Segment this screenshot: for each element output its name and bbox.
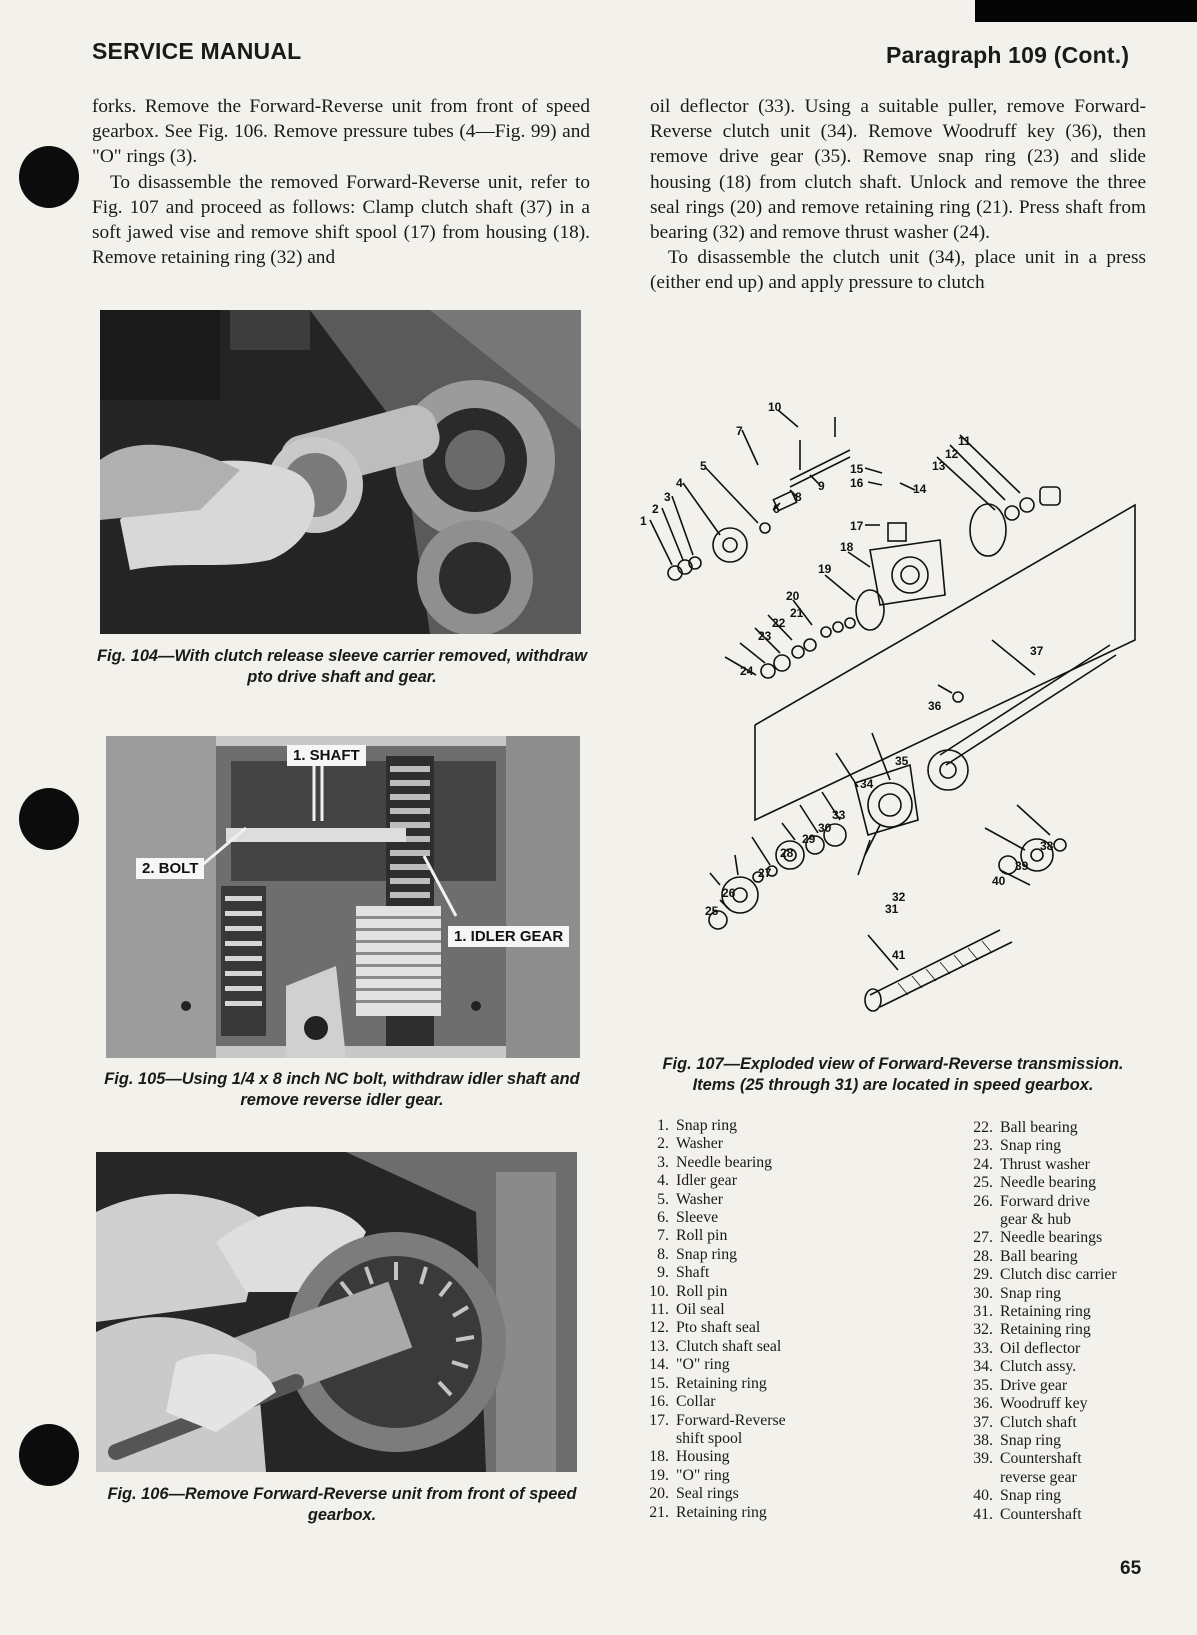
- callout-28: 28: [780, 846, 794, 860]
- legend-number: 1.: [657, 1117, 669, 1134]
- callout-4: 4: [676, 476, 683, 490]
- legend-number: 14.: [649, 1356, 669, 1374]
- legend-text: Oil deflector: [1000, 1339, 1081, 1357]
- fig105-photo: [106, 736, 580, 1058]
- legend-item: [964, 1395, 1117, 1413]
- legend-number: 25.: [973, 1174, 993, 1192]
- legend-text: Needle bearing: [676, 1153, 773, 1171]
- legend-item: [640, 1412, 786, 1430]
- legend-item: [640, 1375, 786, 1393]
- callout-23: 23: [758, 629, 772, 643]
- callout-1: 1: [640, 514, 647, 528]
- legend-text: Seal rings: [676, 1485, 739, 1503]
- legend-text: Retaining ring: [1000, 1321, 1091, 1339]
- legend-item: [964, 1156, 1117, 1174]
- legend-number: 6.: [657, 1209, 669, 1227]
- legend-number: 40.: [973, 1487, 993, 1505]
- legend-text: "O" ring: [676, 1466, 730, 1484]
- legend-number: 28.: [973, 1247, 993, 1265]
- legend-item: [964, 1266, 1117, 1284]
- callout-27: 27: [758, 866, 772, 880]
- fig106-caption: Fig. 106—Remove Forward-Reverse unit from front of speed gearbox.: [107, 1485, 577, 1524]
- legend-text: Washer: [676, 1190, 723, 1208]
- legend-item: [640, 1135, 786, 1153]
- legend-item: [964, 1229, 1117, 1247]
- legend-number: 21.: [649, 1503, 669, 1521]
- legend-number: [964, 1211, 1000, 1229]
- callout-12: 12: [945, 447, 959, 461]
- legend-number: 22.: [973, 1119, 993, 1136]
- fig107-caption: Fig. 107—Exploded view of Forward-Reverse transmission. Items (25 through 31) are located in speed gearbox.: [662, 1055, 1124, 1094]
- callout-41: 41: [892, 948, 906, 962]
- legend-text: Snap ring: [676, 1117, 737, 1134]
- callout-2: 2: [652, 502, 659, 516]
- legend-number: 2.: [657, 1135, 669, 1153]
- left-column-text: [92, 94, 590, 270]
- legend-number: 13.: [649, 1337, 669, 1355]
- legend-item: [640, 1209, 786, 1227]
- legend-item: [964, 1321, 1117, 1339]
- legend-number: 16.: [649, 1393, 669, 1411]
- legend-text: Sleeve: [676, 1209, 719, 1227]
- callout-15: 15: [850, 462, 864, 476]
- callout-29: 29: [802, 832, 816, 846]
- legend-item: [964, 1248, 1117, 1266]
- legend-text: Needle bearing: [1000, 1174, 1097, 1192]
- callout-21: 21: [790, 606, 804, 620]
- legend-item: [964, 1340, 1117, 1358]
- callout-9: 9: [818, 479, 825, 493]
- callout-39: 39: [1015, 859, 1029, 873]
- legend-number: 10.: [649, 1282, 669, 1300]
- legend-item: [640, 1172, 786, 1190]
- legend-number: 30.: [973, 1284, 993, 1302]
- right-paragraph-2: To disassemble the clutch unit (34), place unit in a press (either end up) and apply pressure to clutch: [650, 247, 1146, 294]
- callout-16: 16: [850, 476, 864, 490]
- legend-text: Retaining ring: [676, 1374, 767, 1392]
- legend-item: [640, 1430, 786, 1448]
- legend-text: Roll pin: [676, 1227, 728, 1245]
- legend-number: 12.: [649, 1319, 669, 1337]
- legend-item: [640, 1338, 786, 1356]
- callout-17: 17: [850, 519, 864, 533]
- legend-left: [640, 1117, 786, 1522]
- legend-number: 4.: [657, 1172, 669, 1190]
- legend-number: 7.: [657, 1227, 669, 1245]
- callout-8: 8: [795, 490, 802, 504]
- legend-number: 8.: [657, 1245, 669, 1263]
- legend-number: 17.: [649, 1411, 669, 1429]
- legend-number: 38.: [973, 1431, 993, 1449]
- legend-text: Ball bearing: [1000, 1119, 1078, 1136]
- callout-20: 20: [786, 589, 800, 603]
- legend-text: "O" ring: [676, 1356, 730, 1374]
- fig107-exploded-diagram: [640, 395, 1180, 1045]
- legend-item: [640, 1246, 786, 1264]
- legend-number: 20.: [649, 1485, 669, 1503]
- legend-text: Snap ring: [1000, 1284, 1061, 1302]
- legend-item: [964, 1506, 1117, 1524]
- callout-37: 37: [1030, 644, 1044, 658]
- legend-text: Pto shaft seal: [676, 1319, 761, 1337]
- legend-text: Collar: [676, 1393, 716, 1411]
- legend-number: 32.: [973, 1321, 993, 1339]
- legend-number: 27.: [973, 1229, 993, 1247]
- legend-item: [640, 1467, 786, 1485]
- callout-19: 19: [818, 562, 832, 576]
- legend-text: Retaining ring: [676, 1503, 767, 1521]
- legend-item: [964, 1414, 1117, 1432]
- legend-number: 19.: [649, 1466, 669, 1484]
- fig105-caption: Fig. 105—Using 1/4 x 8 inch NC bolt, withdraw idler shaft and remove reverse idler gear.: [104, 1070, 580, 1109]
- legend-item: [964, 1432, 1117, 1450]
- legend-text: Countershaft: [1000, 1505, 1082, 1523]
- legend-item: [964, 1450, 1117, 1468]
- legend-number: 35.: [973, 1376, 993, 1394]
- legend-number: 26.: [973, 1192, 993, 1210]
- legend-number: 5.: [657, 1190, 669, 1208]
- legend-item: [964, 1487, 1117, 1505]
- legend-text: Clutch shaft seal: [676, 1337, 782, 1355]
- callout-11: 11: [958, 434, 971, 448]
- callout-34: 34: [860, 777, 874, 791]
- legend-item: [640, 1301, 786, 1319]
- legend-item: [964, 1119, 1117, 1137]
- legend-item: [640, 1356, 786, 1374]
- legend-text: Shaft: [676, 1264, 710, 1282]
- legend-number: 23.: [973, 1137, 993, 1155]
- legend-text: Needle bearings: [1000, 1229, 1103, 1247]
- legend-number: 37.: [973, 1413, 993, 1431]
- corner-mark: [975, 0, 1197, 22]
- callout-36: 36: [928, 699, 942, 713]
- legend-text: Snap ring: [1000, 1137, 1061, 1155]
- legend-item: [964, 1211, 1117, 1229]
- callout-13: 13: [932, 459, 946, 473]
- legend-number: 33.: [973, 1339, 993, 1357]
- right-paragraph-1: oil deflector (33). Using a suitable puller, remove Forward-Reverse clutch unit (34). Remove Woodruff key (36), then remove drive gear (35). Remove snap ring (23) and slide housing (18) from clutch shaft. Unlock and remove the three seal rings (20) and remove retaining ring (21). Press shaft from bearing (32) and remove thrust washer (24).: [650, 96, 1146, 244]
- legend-item: [964, 1137, 1117, 1155]
- legend-number: [640, 1430, 676, 1448]
- legend-number: 34.: [973, 1358, 993, 1376]
- legend-text: Roll pin: [676, 1282, 728, 1300]
- legend-text: Forward-Reverse: [676, 1411, 786, 1429]
- legend-item: [964, 1174, 1117, 1192]
- callout-7: 7: [736, 424, 743, 438]
- legend-item: [640, 1283, 786, 1301]
- fig104-photo: [100, 310, 581, 634]
- legend-text: Retaining ring: [1000, 1303, 1091, 1321]
- legend-item: [640, 1393, 786, 1411]
- fig105-label-bolt: 2. BOLT: [136, 858, 204, 879]
- legend-number: 29.: [973, 1266, 993, 1284]
- fig105-label-idler: 1. IDLER GEAR: [448, 926, 569, 947]
- legend-text: reverse gear: [1000, 1468, 1077, 1486]
- left-paragraph-1: forks. Remove the Forward-Reverse unit from front of speed gearbox. See Fig. 106. Remove pressure tubes (4—Fig. 99) and "O" rings (3).: [92, 96, 590, 168]
- callout-30: 30: [818, 821, 832, 835]
- page-number: 65: [1120, 1558, 1142, 1579]
- callout-25: 25: [705, 904, 719, 918]
- fig106-photo: [96, 1152, 577, 1472]
- legend-text: shift spool: [676, 1429, 743, 1447]
- binder-hole-bottom: [19, 1424, 79, 1486]
- legend-item: [640, 1154, 786, 1172]
- binder-hole-middle: [19, 788, 79, 850]
- callout-3: 3: [664, 490, 671, 504]
- legend-text: Oil seal: [676, 1301, 725, 1319]
- legend-number: 24.: [973, 1155, 993, 1173]
- fig105-label-shaft: 1. SHAFT: [287, 745, 366, 766]
- legend-number: 3.: [657, 1153, 669, 1171]
- legend-number: 36.: [973, 1395, 993, 1413]
- legend-item: [964, 1469, 1117, 1487]
- legend-text: Snap ring: [676, 1245, 737, 1263]
- legend-item: [964, 1358, 1117, 1376]
- header-left: SERVICE MANUAL: [92, 38, 302, 64]
- legend-item: [964, 1193, 1117, 1211]
- legend-number: [964, 1469, 1000, 1487]
- legend-text: gear & hub: [1000, 1211, 1072, 1229]
- legend-text: Clutch assy.: [1000, 1358, 1077, 1376]
- legend-item: [640, 1504, 786, 1522]
- header-right: Paragraph 109 (Cont.): [886, 42, 1130, 68]
- callout-35: 35: [895, 754, 909, 768]
- callout-18: 18: [840, 540, 854, 554]
- legend-text: Idler gear: [676, 1172, 737, 1190]
- legend-item: [964, 1377, 1117, 1395]
- legend-item: [640, 1227, 786, 1245]
- legend-number: 41.: [973, 1505, 993, 1523]
- legend-text: Ball bearing: [1000, 1247, 1078, 1265]
- left-paragraph-2: To disassemble the removed Forward-Reverse unit, refer to Fig. 107 and proceed as follows: Clamp clutch shaft (37) in a soft jawed vise and remove shift spool (17) from housing (18). Remove retaining ring (32) and: [92, 171, 590, 269]
- legend-number: 39.: [973, 1450, 993, 1468]
- right-column-text: [650, 94, 1146, 296]
- legend-number: 9.: [657, 1264, 669, 1282]
- legend-item: [640, 1448, 786, 1466]
- legend-item: [640, 1191, 786, 1209]
- legend-text: Forward drive: [1000, 1192, 1090, 1210]
- fig104-caption: Fig. 104—With clutch release sleeve carrier removed, withdraw pto drive shaft and gear.: [97, 647, 587, 686]
- legend-text: Snap ring: [1000, 1487, 1061, 1505]
- callout-6: 6: [773, 502, 780, 516]
- legend-text: Woodruff key: [1000, 1395, 1088, 1413]
- legend-text: Washer: [676, 1135, 723, 1153]
- legend-text: Thrust washer: [1000, 1155, 1090, 1173]
- legend-item: [640, 1264, 786, 1282]
- callout-32: 32: [892, 890, 906, 904]
- legend-item: [640, 1319, 786, 1337]
- legend-right: [964, 1119, 1117, 1524]
- callout-5: 5: [700, 459, 707, 473]
- callout-33: 33: [832, 808, 846, 822]
- legend-item: [640, 1485, 786, 1503]
- callout-22: 22: [772, 616, 786, 630]
- callout-26: 26: [722, 886, 736, 900]
- legend-item: [964, 1285, 1117, 1303]
- callout-38: 38: [1040, 839, 1054, 853]
- legend-text: Clutch disc carrier: [1000, 1266, 1117, 1284]
- legend-item: [640, 1117, 786, 1135]
- legend-text: Drive gear: [1000, 1376, 1068, 1394]
- callout-24: 24: [740, 664, 754, 678]
- legend-number: 31.: [973, 1303, 993, 1321]
- legend-item: [964, 1303, 1117, 1321]
- callout-40: 40: [992, 874, 1006, 888]
- callout-31: 31: [885, 902, 899, 916]
- callout-10: 10: [768, 400, 782, 414]
- binder-hole-top: [19, 146, 79, 208]
- legend-number: 15.: [649, 1374, 669, 1392]
- legend-text: Clutch shaft: [1000, 1413, 1077, 1431]
- legend-text: Countershaft: [1000, 1450, 1082, 1468]
- legend-number: 11.: [649, 1301, 669, 1319]
- callout-14: 14: [913, 482, 927, 496]
- legend-number: 18.: [649, 1448, 669, 1466]
- legend-text: Snap ring: [1000, 1431, 1061, 1449]
- legend-text: Housing: [676, 1448, 730, 1466]
